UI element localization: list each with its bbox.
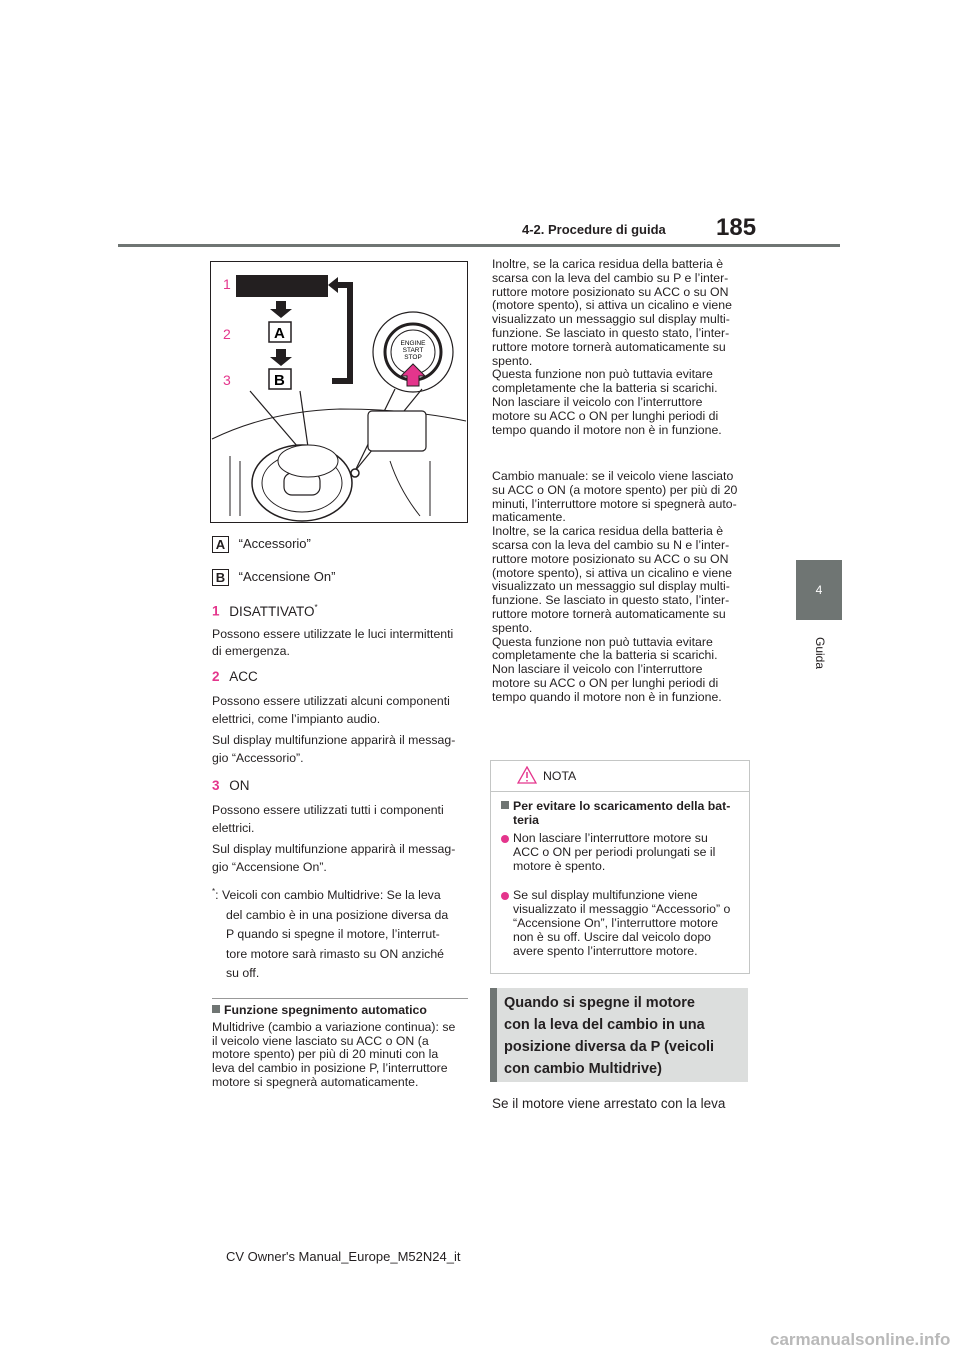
section-heading-line: con cambio Multidrive) xyxy=(504,1061,662,1077)
mode-1-line: di emergenza. xyxy=(212,644,290,658)
nota-bullet-1 xyxy=(513,831,741,873)
footnote xyxy=(212,882,468,984)
legend-b-text: “Accensione On” xyxy=(238,569,336,584)
nota-bullet-line: “Accensione On”, l’interruttore motore xyxy=(513,916,719,930)
nota-heading-line: Per evitare lo scaricamento della bat- xyxy=(513,799,731,813)
text-line: Questa funzione non può tuttavia evitare xyxy=(492,634,713,649)
auto-off-line: leva del cambio in posizione P, l’interruttore xyxy=(212,1061,448,1076)
legend-b xyxy=(212,569,335,586)
mode-2-title: ACC xyxy=(229,669,258,684)
divider xyxy=(212,998,468,999)
text-line: Inoltre, se la carica residua della batteria è xyxy=(492,257,724,271)
mode-1 xyxy=(212,598,468,661)
text-line: (motore spento), si attiva un cicalino e viene xyxy=(492,298,732,313)
text-line: ruttore motore tornerà automaticamente su xyxy=(492,606,726,621)
chapter-label-text: Guida xyxy=(813,636,827,670)
mode-1-sup: * xyxy=(314,603,318,612)
nota-box xyxy=(490,760,750,974)
chapter-label xyxy=(796,630,842,680)
footnote-line: : Veicoli con cambio Multidrive: Se la leva xyxy=(215,888,441,903)
text-line: minuti, l’interruttore motore si spegnerà auto- xyxy=(492,496,737,511)
auto-off-line: Multidrive (cambio a variazione continua): se xyxy=(212,1019,456,1034)
watermark: carmanualsonline.info xyxy=(770,1330,951,1349)
nota-bullet-2 xyxy=(513,888,741,958)
auto-off-section xyxy=(212,1004,470,1090)
text-line: completamente che la batteria si scarichi. xyxy=(492,381,718,396)
step-1-label: 1 xyxy=(223,276,231,292)
text-line: completamente che la batteria si scarichi. xyxy=(492,648,718,663)
square-bullet-icon xyxy=(501,801,509,809)
mode-3-title: ON xyxy=(229,778,250,793)
text-line: spento. xyxy=(492,620,533,635)
key-b-badge: B xyxy=(212,569,229,586)
mode-off-bar xyxy=(236,275,328,297)
button-text-2: START xyxy=(402,347,424,354)
mode-3-line: Sul display multifunzione apparirà il messag- xyxy=(212,842,456,856)
legend-a xyxy=(212,536,311,553)
text-line: visualizzato un messaggio sul display multi- xyxy=(492,312,730,327)
mode-2-number: 2 xyxy=(212,669,220,684)
text-line: ruttore motore posizionato su ACC o su ON xyxy=(492,551,729,566)
right-para-2 xyxy=(492,470,754,705)
text-line: motore su ACC o ON per lunghi periodi di xyxy=(492,408,719,423)
text-line: su ACC o ON (a motore spento) per più di 20 xyxy=(492,482,738,497)
mode-2 xyxy=(212,667,468,767)
footnote-line: tore motore sarà rimasto su ON anziché xyxy=(226,946,445,961)
section-heading-line: posizione diversa da P (veicoli xyxy=(504,1039,715,1055)
mode-1-title: DISATTIVATO xyxy=(229,603,315,619)
nota-bullet-line: non è su off. Uscire dal veicolo dopo xyxy=(513,930,712,944)
text-line: Non lasciare il veicolo con l’interruttore xyxy=(492,662,703,677)
mode-2-line: Sul display multifunzione apparirà il messag- xyxy=(212,733,456,747)
auto-off-line: il veicolo viene lasciato su ACC o ON (a xyxy=(212,1033,429,1048)
mode-3-line: gio “Accensione On”. xyxy=(212,860,327,874)
bullet-dot-icon xyxy=(501,835,509,843)
chapter-tab xyxy=(796,560,842,620)
mode-1-number: 1 xyxy=(212,603,220,619)
text-line: tempo quando il motore non è in funzione. xyxy=(492,689,722,704)
nota-heading xyxy=(501,799,741,827)
warning-triangle-icon xyxy=(517,766,537,784)
section-heading-line: Quando si spegne il motore xyxy=(504,995,695,1011)
footnote-line: P quando si spegne il motore, l’interrut- xyxy=(226,927,440,942)
nota-bullet-line: motore è spento. xyxy=(513,859,606,873)
nota-bullet-line: avere spento l’interruttore motore. xyxy=(513,944,698,958)
mode-3-number: 3 xyxy=(212,778,220,793)
button-text-3: STOP xyxy=(404,354,422,361)
bullet-dot-icon xyxy=(501,892,509,900)
button-text-1: ENGINE xyxy=(400,340,426,347)
text-line: Cambio manuale: se il veicolo viene lasciato xyxy=(492,469,734,483)
auto-off-line: motore si spegnerà automaticamente. xyxy=(212,1074,419,1089)
footnote-line: del cambio è in una posizione diversa da xyxy=(226,907,449,922)
mode-3-line: Possono essere utilizzati tutti i componenti xyxy=(212,803,444,817)
auto-off-heading: Funzione spegnimento automatico xyxy=(224,1003,427,1017)
mode-3-line: elettrici. xyxy=(212,821,255,835)
step-2-label: 2 xyxy=(223,326,231,342)
header-rule xyxy=(118,244,840,247)
text-line: spento. xyxy=(492,353,533,368)
text-line: (motore spento), si attiva un cicalino e viene xyxy=(492,565,732,580)
legend-a-text: “Accessorio” xyxy=(238,536,311,551)
text-line: tempo quando il motore non è in funzione. xyxy=(492,422,722,437)
nota-title: NOTA xyxy=(543,769,577,783)
page-number: 185 xyxy=(716,214,757,241)
right-para-1 xyxy=(492,258,754,437)
engine-switch-illustration xyxy=(210,261,468,523)
center-display xyxy=(368,411,426,451)
manual-name: CV Owner's Manual_Europe_M52N24_it xyxy=(226,1249,461,1264)
text-line: motore su ACC o ON per lunghi periodi di xyxy=(492,675,719,690)
key-a-label: A xyxy=(274,325,285,342)
text-line: scarsa con la leva del cambio su P e l’inter- xyxy=(492,270,729,285)
text-line: funzione. Se lasciato in questo stato, l’inter- xyxy=(492,593,730,608)
text-line: ruttore motore tornerà automaticamente su xyxy=(492,339,726,354)
mode-2-line: Possono essere utilizzati alcuni componenti xyxy=(212,694,450,708)
section-heading-line: con la leva del cambio in una xyxy=(504,1017,705,1033)
mode-2-line: elettrici, come l’impianto audio. xyxy=(212,712,381,726)
key-b-label: B xyxy=(274,372,285,389)
nota-bullet-line: Non lasciare l’interruttore motore su xyxy=(513,831,708,845)
section-title: 4-2. Procedure di guida xyxy=(522,222,666,237)
mode-2-line: gio “Accessorio”. xyxy=(212,751,304,765)
auto-off-line: motore spento) per più di 20 minuti con la xyxy=(212,1047,439,1062)
text-line: scarsa con la leva del cambio su N e l’inter- xyxy=(492,537,730,552)
footnote-mark: * xyxy=(212,887,216,896)
mode-1-line: Possono essere utilizzate le luci intermittenti xyxy=(212,626,454,641)
nota-bullet-line: ACC o ON per periodi prolungati se il xyxy=(513,845,716,859)
section-heading-box xyxy=(490,988,748,1082)
mode-3 xyxy=(212,776,468,876)
nota-heading-line: teria xyxy=(513,813,539,827)
footnote-line: su off. xyxy=(226,966,260,981)
step-3-label: 3 xyxy=(223,372,231,388)
text-line: Non lasciare il veicolo con l’interruttore xyxy=(492,394,703,409)
nota-bullet-line: Se sul display multifunzione viene xyxy=(513,888,698,902)
text-line: Inoltre, se la carica residua della batteria è xyxy=(492,524,724,539)
text-line: ruttore motore posizionato su ACC o su ON xyxy=(492,284,729,299)
last-line: Se il motore viene arrestato con la leva xyxy=(492,1096,726,1111)
text-line: maticamente. xyxy=(492,510,566,525)
key-a-badge: A xyxy=(212,536,229,553)
text-line: visualizzato un messaggio sul display multi- xyxy=(492,579,730,594)
text-line: funzione. Se lasciato in questo stato, l’inter- xyxy=(492,325,730,340)
text-line: Questa funzione non può tuttavia evitare xyxy=(492,367,713,382)
square-bullet-icon xyxy=(212,1005,220,1013)
nota-bullet-line: visualizzato il messaggio “Accessorio” o xyxy=(513,902,731,916)
chapter-number: 4 xyxy=(815,583,823,597)
